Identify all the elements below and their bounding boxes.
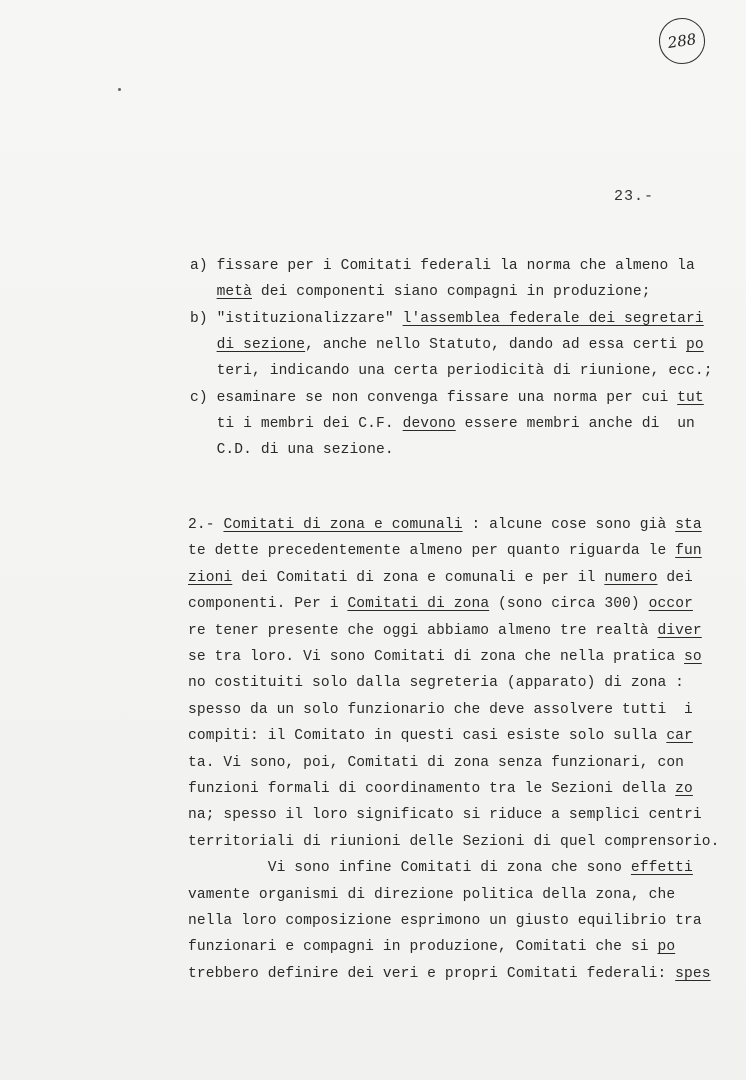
text-run: Vi sono infine Comitati di zona che sono — [188, 860, 631, 877]
paragraph-line — [188, 753, 684, 773]
underlined-text: l'assemblea federale dei segretari — [402, 310, 704, 327]
underlined-text: spes — [675, 965, 711, 982]
text-run: componenti. Per i — [188, 596, 348, 613]
underlined-text: so — [684, 649, 702, 665]
paragraph-line — [188, 885, 675, 905]
underlined-text: Comitati di zona — [347, 596, 490, 613]
paragraph-line — [188, 700, 693, 720]
text-run — [190, 337, 217, 353]
paragraph-line — [188, 832, 719, 852]
text-run: trebbero definire dei veri e propri Comitati federali: — [188, 965, 676, 982]
list-line — [190, 361, 713, 381]
underlined-text: metà — [216, 284, 253, 301]
underlined-text: sta — [675, 517, 702, 533]
paragraph-line — [188, 779, 693, 799]
paper-speck — [118, 88, 121, 91]
text-run: na; spesso il loro significato si riduce a semplici centri — [188, 807, 702, 824]
underlined-text: zioni — [188, 569, 233, 586]
underlined-text: Comitati di zona e comunali — [223, 517, 463, 533]
list-line — [190, 282, 651, 302]
paragraph-line — [188, 805, 702, 825]
text-run: , anche nello Statuto, dando ad essa certi — [305, 336, 687, 353]
underlined-text: car — [666, 728, 693, 745]
list-line — [190, 309, 704, 329]
list-line — [190, 256, 695, 276]
text-run: funzionari e compagni in produzione, Comitati che si — [188, 939, 658, 956]
text-run: a) fissare per i Comitati federali la norma che almeno la — [190, 258, 695, 274]
list-line — [190, 440, 394, 460]
text-run: re tener presente che oggi abbiamo almeno tre realtà — [188, 622, 658, 639]
underlined-text: diver — [657, 622, 702, 639]
text-run — [190, 284, 217, 300]
text-run: dei Comitati di zona e comunali e per il — [232, 569, 605, 586]
paragraph-line — [188, 541, 702, 561]
page-number: 23.- — [614, 188, 655, 205]
paragraph-line — [188, 858, 693, 878]
text-run: dei — [657, 569, 693, 586]
paragraph-line — [188, 937, 675, 957]
text-run: ti i membri dei C.F. — [190, 415, 403, 432]
paragraph-line — [188, 594, 693, 614]
paragraph-line — [188, 621, 702, 641]
paragraph-line — [188, 964, 711, 984]
text-run: spesso da un solo funzionario che deve assolvere tutti i — [188, 701, 693, 718]
text-run: dei componenti siano compagni in produzione; — [252, 284, 651, 301]
paragraph-line — [188, 673, 684, 693]
text-run: : alcune cose sono già — [462, 517, 676, 533]
underlined-text: zo — [675, 781, 693, 797]
list-line — [190, 414, 695, 434]
underlined-text: po — [657, 939, 676, 956]
text-run: c) esaminare se non convenga fissare una norma per cui — [190, 389, 678, 406]
underlined-text: numero — [604, 569, 658, 586]
paragraph-line — [188, 568, 693, 588]
text-run: teri, indicando una certa periodicità di riunione, ecc.; — [190, 363, 713, 380]
text-run: (sono circa 300) — [489, 596, 649, 613]
text-run: vamente organismi di direzione politica della zona, che — [188, 886, 676, 903]
text-run: nella loro composizione esprimono un giusto equilibrio tra — [188, 913, 702, 929]
underlined-text: occor — [648, 596, 693, 613]
text-run: te dette precedentemente almeno per quanto riguarda le — [188, 543, 676, 560]
text-run: territoriali di riunioni delle Sezioni di quel comprensorio. — [188, 833, 720, 850]
paragraph-line — [188, 647, 702, 667]
text-run: essere membri anche di un — [455, 415, 695, 432]
text-run: compiti: il Comitato in questi casi esiste solo sulla — [188, 728, 667, 745]
paragraph-line — [188, 726, 693, 746]
text-run: funzioni formali di coordinamento tra le Sezioni della — [188, 781, 676, 797]
text-run: se tra loro. Vi sono Comitati di zona che nella pratica — [188, 649, 685, 665]
paragraph-line — [188, 515, 702, 535]
list-line — [190, 335, 704, 355]
underlined-text: tut — [677, 389, 704, 406]
underlined-text: fun — [675, 543, 702, 560]
archive-stamp: 288 — [656, 15, 708, 67]
text-run: C.D. di una sezione. — [190, 442, 394, 459]
paragraph-line — [188, 911, 702, 931]
underlined-text: devono — [402, 415, 456, 432]
text-run: ta. Vi sono, poi, Comitati di zona senza funzionari, con — [188, 754, 685, 771]
text-run: b) "istituzionalizzare" — [190, 310, 403, 327]
underlined-text: po — [686, 336, 704, 353]
underlined-text: di sezione — [216, 336, 306, 353]
underlined-text: effetti — [630, 860, 693, 877]
text-run: 2.- — [188, 517, 224, 533]
list-line — [190, 388, 704, 408]
text-run: no costituiti solo dalla segreteria (apparato) di zona : — [188, 675, 685, 692]
